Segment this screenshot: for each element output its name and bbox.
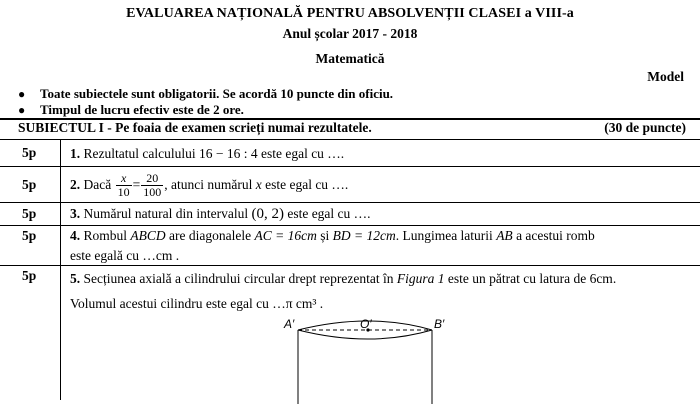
question-4 (70, 226, 692, 266)
section-bottom-rule (0, 139, 700, 140)
q4-line2: este egală cu …cm . (70, 248, 180, 263)
points-column-divider (60, 140, 61, 400)
rule-text: Toate subiectele sunt obligatorii. Se acordă 10 puncte din oficiu. (40, 86, 394, 101)
question-5 (70, 266, 692, 316)
frac1-denominator: 10 (117, 185, 130, 200)
question-1 (70, 144, 692, 164)
bullet-icon: ● (18, 103, 26, 117)
q2-number: 2. (70, 177, 81, 192)
model-label: Model (647, 69, 684, 84)
rules-list (14, 86, 393, 118)
q3-text: Numărul natural din intervalul (83, 206, 249, 221)
q4-text-mid: are diagonalele (169, 228, 252, 243)
exam-title: EVALUAREA NAȚIONALĂ PENTRU ABSOLVENȚII CLASEI a VIII-a (126, 6, 574, 21)
q4-diagonal-ac: AC = 16cm (254, 228, 317, 243)
q1-text-end: este egal cu …. (260, 146, 345, 161)
fraction-20-over-100 (141, 172, 163, 199)
q5-text-mid: este un pătrat cu latura de (447, 271, 587, 286)
label-o-prime: O′ (360, 317, 372, 331)
question-3 (70, 204, 692, 224)
rule-item (14, 86, 393, 102)
frac2-numerator: 20 (141, 172, 163, 186)
q4-and: și (320, 228, 330, 243)
subject-name: Matematică (315, 51, 385, 66)
q1-points: 5p (22, 145, 37, 160)
q2-text-end: este egal cu …. (265, 177, 349, 192)
cylinder-figure (280, 314, 460, 404)
q1-text: Rezultatul calculului (83, 146, 196, 161)
label-b-prime: B′ (434, 317, 445, 331)
q4-text-after: . Lungimea laturii (395, 228, 493, 243)
q5-number: 5. (70, 271, 81, 286)
q3-number: 3. (70, 206, 81, 221)
q4-number: 4. (70, 228, 81, 243)
q5-text-end: . (612, 271, 617, 286)
q3-points: 5p (22, 206, 37, 221)
frac2-denominator: 100 (143, 185, 162, 200)
rule-item (14, 102, 393, 118)
q5-side: 6cm (589, 271, 613, 286)
q5-line2: Volumul acestui cilindru este egal cu …π cm³ . (70, 296, 324, 311)
q2-points: 5p (22, 177, 37, 192)
q5-figure-ref: Figura 1 (396, 271, 445, 286)
label-a-prime: A′ (284, 317, 295, 331)
q2-variable: x (255, 177, 262, 192)
row-rule (0, 202, 700, 203)
fraction-x-over-10 (116, 172, 132, 199)
equals-sign: = (132, 177, 141, 192)
section-points: (30 de puncte) (604, 120, 686, 135)
bullet-icon: ● (18, 87, 26, 101)
q3-text-end: este egal cu …. (287, 206, 371, 221)
rule-text: Timpul de lucru efectiv este de 2 ore. (40, 102, 244, 117)
q1-expression: 16 − 16 : 4 (198, 146, 258, 161)
section-header (18, 120, 686, 136)
frac1-numerator: x (120, 171, 127, 186)
q4-points: 5p (22, 228, 37, 243)
q4-rhombus-name: ABCD (130, 228, 166, 243)
school-year: Anul școlar 2017 - 2018 (282, 26, 418, 41)
top-ellipse-front (298, 330, 432, 339)
q4-text-end: a acestui romb (516, 228, 595, 243)
section-title: SUBIECTUL I - Pe foaia de examen scrieți numai rezultatele. (18, 120, 372, 135)
q3-interval: (0, 2) (251, 206, 284, 222)
q4-text: Rombul (83, 228, 128, 243)
q5-text: Secțiunea axială a cilindrului circular drept reprezentat în (83, 271, 394, 286)
q4-side: AB (496, 228, 513, 243)
q5-points: 5p (22, 268, 37, 283)
q1-number: 1. (70, 146, 81, 161)
q2-text-mid: , atunci numărul (164, 177, 253, 192)
q2-text: Dacă (83, 177, 112, 192)
q4-diagonal-bd: BD = 12cm (332, 228, 396, 243)
question-2 (70, 166, 692, 204)
